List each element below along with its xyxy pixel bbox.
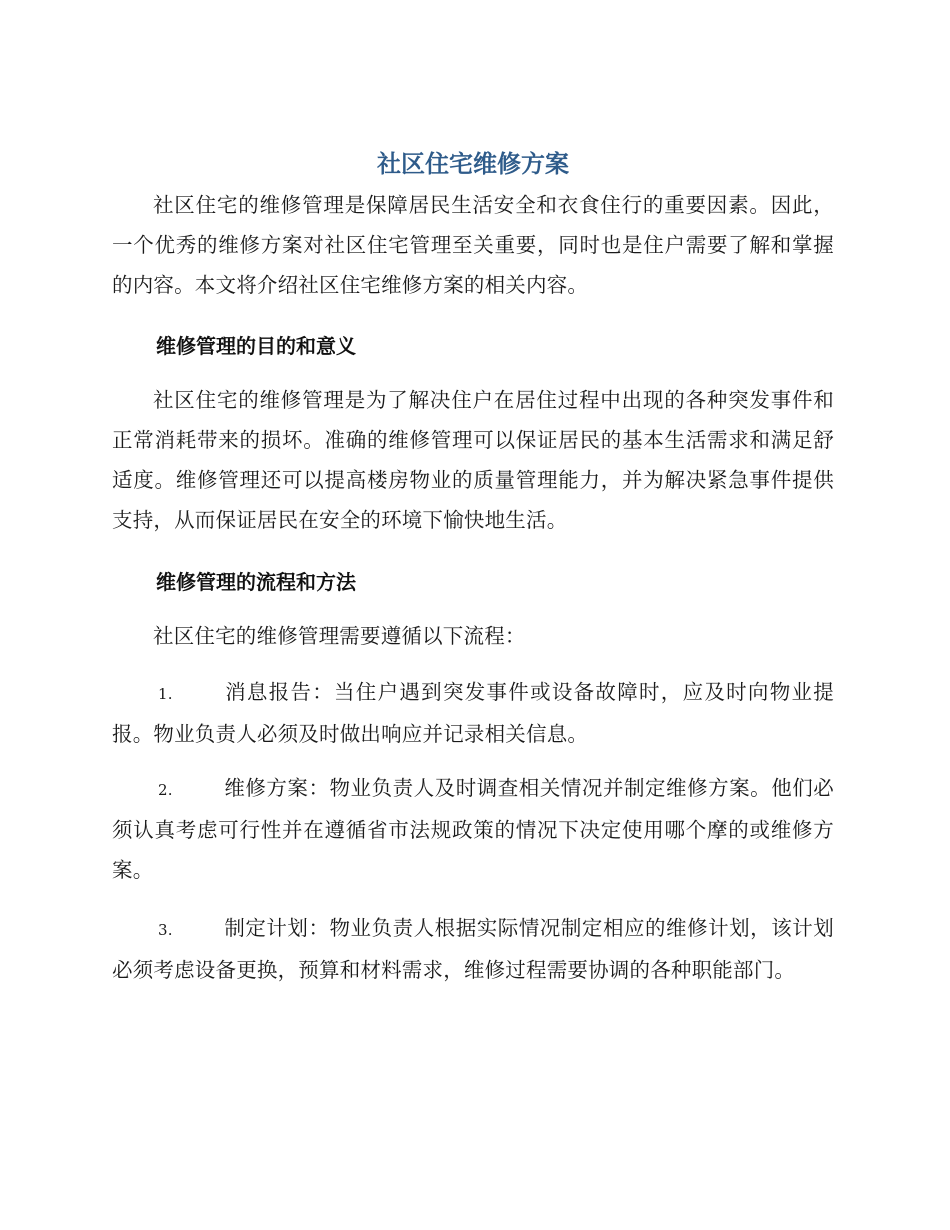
document-title: 社区住宅维修方案 — [377, 150, 569, 178]
list-item-text: 制定计划：物业负责人根据实际情况制定相应的维修计划，该计划必须考虑设备更换，预算和材料需求，维修过程需要协调的各种职能部门。 — [112, 916, 834, 982]
list-item-text: 消息报告：当住户遇到突发事件或设备故障时，应及时向物业提报。物业负责人必须及时做出响应并记录相关信息。 — [112, 680, 834, 746]
list-item-text: 维修方案：物业负责人及时调查相关情况并制定维修方案。他们必须认真考虑可行性并在遵循省市法规政策的情况下决定使用哪个摩的或维修方案。 — [112, 776, 834, 882]
list-item — [112, 908, 834, 990]
list-item — [112, 768, 834, 890]
list-item-number: 2. — [158, 781, 173, 799]
section-heading-process: 维修管理的流程和方法 — [156, 570, 356, 594]
intro-paragraph: 社区住宅的维修管理是保障居民生活安全和衣食住行的重要因素。因此，一个优秀的维修方案对社区住宅管理至关重要，同时也是住户需要了解和掌握的内容。本文将介绍社区住宅维修方案的相关内容。 — [112, 193, 834, 297]
section-body-purpose: 社区住宅的维修管理是为了解决住户在居住过程中出现的各种突发事件和正常消耗带来的损坏。准确的维修管理可以保证居民的基本生活需求和满足舒适度。维修管理还可以提高楼房物业的质量管理能力，并为解决紧急事件提供支持，从而保证居民在安全的环境下愉快地生活。 — [112, 388, 834, 532]
section-heading-purpose: 维修管理的目的和意义 — [156, 334, 356, 358]
list-item — [112, 672, 834, 754]
list-item-number: 1. — [158, 685, 173, 703]
list-item-number: 3. — [158, 921, 173, 939]
section-body-process: 社区住宅的维修管理需要遵循以下流程： — [153, 624, 526, 648]
